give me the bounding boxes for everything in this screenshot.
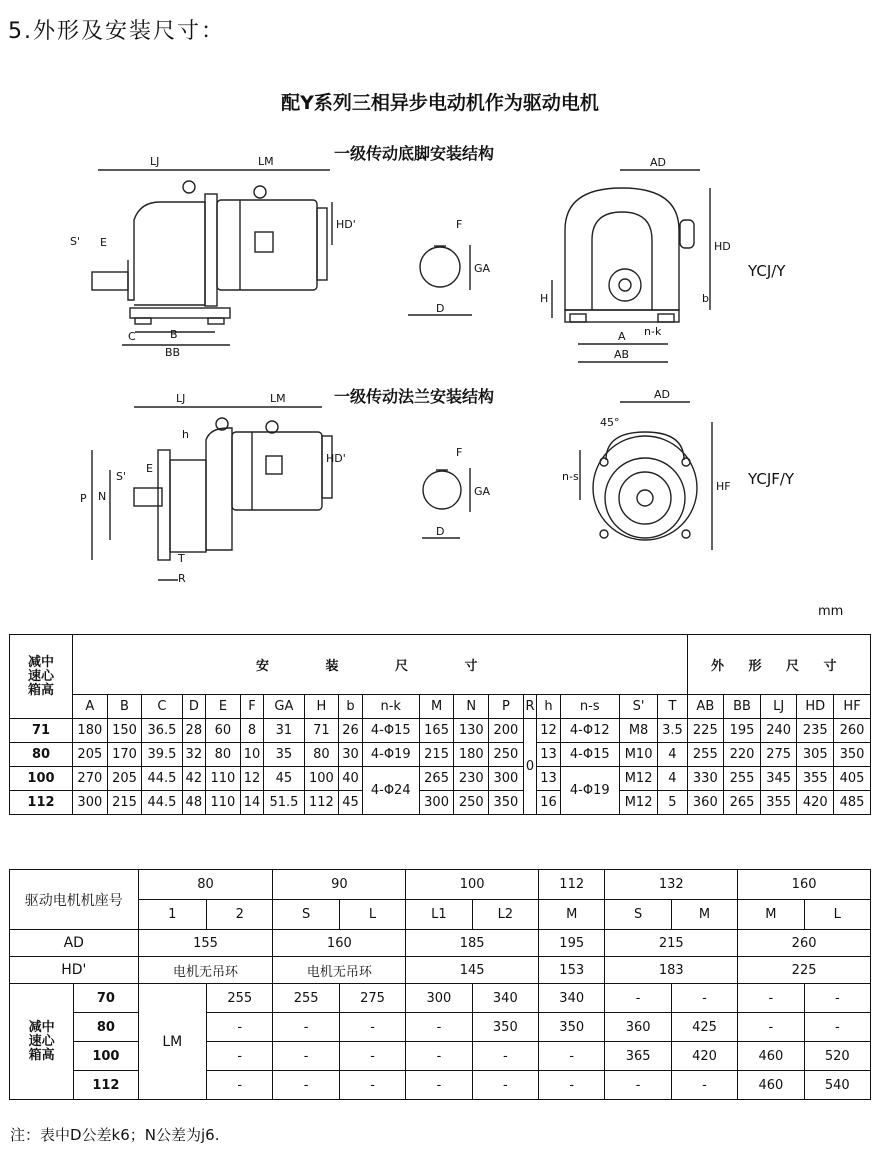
- cell: -: [738, 984, 804, 1013]
- dim-A: A: [618, 330, 626, 343]
- row-size: 112: [74, 1071, 138, 1100]
- cell: 51.5: [264, 791, 304, 815]
- frame-header: 112: [539, 870, 605, 900]
- sub-header: 1: [138, 900, 207, 930]
- cell: 35: [264, 743, 304, 767]
- cell: 520: [804, 1042, 870, 1071]
- col-header: M: [419, 695, 454, 719]
- cell: 36.5: [142, 719, 182, 743]
- cell: 153: [539, 957, 605, 984]
- col-header: HD: [797, 695, 834, 719]
- cell: 42: [182, 767, 206, 791]
- cell: 5: [658, 791, 687, 815]
- cell: -: [406, 1042, 472, 1071]
- cell: -: [539, 1071, 605, 1100]
- col-header: h: [537, 695, 561, 719]
- dim-LJ-flange: LJ: [176, 392, 186, 405]
- cell: 4: [658, 767, 687, 791]
- foot-mount-end-view: [552, 170, 710, 362]
- cell: -: [339, 1071, 405, 1100]
- cell: 205: [73, 743, 108, 767]
- cell: -: [671, 1071, 737, 1100]
- cell: 165: [419, 719, 454, 743]
- row-label-AD: AD: [10, 930, 139, 957]
- dim-B: B: [170, 328, 178, 341]
- cell: 265: [724, 791, 761, 815]
- row-size: 70: [74, 984, 138, 1013]
- dim-E-flange: E: [146, 462, 153, 475]
- col-header: B: [107, 695, 142, 719]
- cell: 230: [454, 767, 489, 791]
- cell: 215: [605, 930, 738, 957]
- cell: 60: [206, 719, 241, 743]
- dim-C: C: [128, 330, 136, 343]
- cell: 225: [687, 719, 724, 743]
- cell: 360: [605, 1013, 671, 1042]
- table-row: [10, 957, 871, 984]
- dim-R: R: [178, 572, 186, 585]
- cell: -: [339, 1013, 405, 1042]
- cell: 365: [605, 1042, 671, 1071]
- cell: 270: [73, 767, 108, 791]
- cell: 420: [797, 791, 834, 815]
- cell: 13: [537, 767, 561, 791]
- col-header: C: [142, 695, 182, 719]
- cell: -: [207, 1013, 273, 1042]
- col-header: S': [619, 695, 658, 719]
- row-size: 80: [10, 743, 73, 767]
- col-header: LJ: [760, 695, 797, 719]
- cell: 255: [273, 984, 339, 1013]
- dim-D: D: [436, 302, 445, 315]
- cell: 460: [738, 1042, 804, 1071]
- cell: M12: [619, 767, 658, 791]
- table1-column-header-row: [10, 695, 871, 719]
- cell: 355: [760, 791, 797, 815]
- cell: 44.5: [142, 791, 182, 815]
- table1-install-group-header: 安 装 尺 寸: [73, 635, 688, 695]
- cell: 195: [539, 930, 605, 957]
- col-header: b: [339, 695, 363, 719]
- cell: 300: [73, 791, 108, 815]
- cell: 100: [304, 767, 339, 791]
- cell: 110: [206, 791, 241, 815]
- col-header: GA: [264, 695, 304, 719]
- foot-mount-title: 一级传动底脚安装结构: [334, 144, 495, 163]
- dim-LJ: LJ: [150, 155, 160, 168]
- cell: 260: [834, 719, 871, 743]
- dim-N: N: [98, 490, 107, 503]
- dim-AD-flange: AD: [654, 388, 670, 401]
- cell: 350: [489, 791, 524, 815]
- dim-n-s: n-s: [562, 470, 579, 483]
- col-header: AB: [687, 695, 724, 719]
- cell: -: [671, 984, 737, 1013]
- cell: -: [738, 1013, 804, 1042]
- dim-HD: HD: [714, 240, 731, 253]
- cell: 305: [797, 743, 834, 767]
- frame-header: 160: [738, 870, 871, 900]
- cell-nk-merged: 4-Φ24: [362, 767, 419, 815]
- cell: 170: [107, 743, 142, 767]
- cell: 460: [738, 1071, 804, 1100]
- dim-HD-prime-flange: HD': [326, 452, 346, 465]
- col-header: T: [658, 695, 687, 719]
- cell: 150: [107, 719, 142, 743]
- cell: -: [406, 1071, 472, 1100]
- cell: -: [273, 1042, 339, 1071]
- cell: -: [539, 1042, 605, 1071]
- cell: 215: [419, 743, 454, 767]
- table-row: [10, 743, 871, 767]
- cell: 14: [240, 791, 264, 815]
- cell: 255: [687, 743, 724, 767]
- cell: 155: [138, 930, 273, 957]
- table-row: [10, 984, 871, 1013]
- cell: 13: [537, 743, 561, 767]
- cell: 4-Φ12: [560, 719, 619, 743]
- cell: -: [472, 1042, 538, 1071]
- dim-H: H: [540, 292, 549, 305]
- cell: 12: [537, 719, 561, 743]
- table1-corner-header: 减中 速心 箱高: [10, 635, 73, 719]
- sub-header: L1: [406, 900, 472, 930]
- cell: 44.5: [142, 767, 182, 791]
- col-header: D: [182, 695, 206, 719]
- flange-mount-side-view: [92, 407, 332, 580]
- dim-b: b: [702, 292, 709, 305]
- cell: 345: [760, 767, 797, 791]
- cell: 205: [107, 767, 142, 791]
- dim-LM: LM: [258, 155, 274, 168]
- col-header: N: [454, 695, 489, 719]
- row-size: 80: [74, 1013, 138, 1042]
- cell: 12: [240, 767, 264, 791]
- frame-header: 100: [406, 870, 539, 900]
- dim-P: P: [80, 492, 87, 505]
- cell: 80: [206, 743, 241, 767]
- cell: -: [273, 1013, 339, 1042]
- col-header: HF: [834, 695, 871, 719]
- cell: 4: [658, 743, 687, 767]
- cell: 240: [760, 719, 797, 743]
- cell: 540: [804, 1071, 870, 1100]
- dim-AB: AB: [614, 348, 630, 361]
- cell: 420: [671, 1042, 737, 1071]
- cell: 235: [797, 719, 834, 743]
- frame-header: 132: [605, 870, 738, 900]
- row-size: 100: [10, 767, 73, 791]
- cell: -: [406, 1013, 472, 1042]
- cell: 145: [406, 957, 539, 984]
- col-header: n-k: [362, 695, 419, 719]
- cell: 360: [687, 791, 724, 815]
- flange-mount-model: YCJF/Y: [748, 470, 795, 488]
- row-label-LM: LM: [138, 984, 207, 1100]
- cell: 425: [671, 1013, 737, 1042]
- cell-R-merged: 0: [523, 719, 536, 815]
- cell: 4-Φ15: [362, 719, 419, 743]
- sub-header: M: [539, 900, 605, 930]
- cell: 80: [304, 743, 339, 767]
- cell: 39.5: [142, 743, 182, 767]
- frame-header: 80: [138, 870, 273, 900]
- cell: 31: [264, 719, 304, 743]
- motor-frame-table: [9, 869, 871, 1100]
- cell: 16: [537, 791, 561, 815]
- cell: M8: [619, 719, 658, 743]
- cell: -: [207, 1042, 273, 1071]
- sub-header: M: [738, 900, 804, 930]
- frame-header: 90: [273, 870, 406, 900]
- cell: -: [207, 1071, 273, 1100]
- sub-header: L: [339, 900, 405, 930]
- foot-mount-model: YCJ/Y: [748, 262, 786, 280]
- cell: -: [273, 1071, 339, 1100]
- table1-outline-group-header: 外 形 尺 寸: [687, 635, 871, 695]
- cell-ns-merged: 4-Φ19: [560, 767, 619, 815]
- table-row: [10, 719, 871, 743]
- flange-mount-title: 一级传动法兰安装结构: [334, 387, 495, 406]
- row-size: 112: [10, 791, 73, 815]
- footnote: 注：表中D公差k6；N公差为j6.: [10, 1126, 220, 1144]
- col-header: H: [304, 695, 339, 719]
- col-header: n-s: [560, 695, 619, 719]
- cell: 32: [182, 743, 206, 767]
- cell: 48: [182, 791, 206, 815]
- table-row: [10, 767, 871, 791]
- cell: 10: [240, 743, 264, 767]
- cell: 45: [264, 767, 304, 791]
- cell: 265: [419, 767, 454, 791]
- cell: 340: [539, 984, 605, 1013]
- cell: 3.5: [658, 719, 687, 743]
- cell: 110: [206, 767, 241, 791]
- cell: 485: [834, 791, 871, 815]
- cell: 4-Φ19: [362, 743, 419, 767]
- sub-header: L2: [472, 900, 538, 930]
- cell: 260: [738, 930, 871, 957]
- dim-HD-prime: HD': [336, 218, 356, 231]
- section-title: 5.外形及安装尺寸：: [8, 19, 225, 44]
- dim-F: F: [456, 218, 463, 231]
- dim-GA-flange: GA: [474, 485, 491, 498]
- cell: 350: [472, 1013, 538, 1042]
- cell: 300: [406, 984, 472, 1013]
- cell: 112: [304, 791, 339, 815]
- dim-E: E: [100, 236, 107, 249]
- dim-n-k: n-k: [644, 325, 662, 338]
- cell: 40: [339, 767, 363, 791]
- table2-corner-header: 减中 速心 箱高: [10, 984, 74, 1100]
- cell: 340: [472, 984, 538, 1013]
- cell: 45: [339, 791, 363, 815]
- table-row: [10, 930, 871, 957]
- dim-S-prime-flange: S': [116, 470, 127, 483]
- col-header: E: [206, 695, 241, 719]
- row-size: 71: [10, 719, 73, 743]
- unit-label: mm: [818, 604, 844, 619]
- cell: 28: [182, 719, 206, 743]
- cell: 30: [339, 743, 363, 767]
- cell: 220: [724, 743, 761, 767]
- frame-label: 驱动电机机座号: [10, 870, 139, 930]
- cell: 275: [339, 984, 405, 1013]
- cell: 330: [687, 767, 724, 791]
- row-size: 100: [74, 1042, 138, 1071]
- cell: 215: [107, 791, 142, 815]
- col-header: BB: [724, 695, 761, 719]
- dim-T: T: [178, 552, 185, 565]
- sub-header: S: [605, 900, 671, 930]
- cell: 26: [339, 719, 363, 743]
- cell: 350: [834, 743, 871, 767]
- cell: -: [472, 1071, 538, 1100]
- installation-dimensions-table: [9, 634, 871, 815]
- cell: -: [605, 984, 671, 1013]
- cell: 405: [834, 767, 871, 791]
- cell: 180: [454, 743, 489, 767]
- cell: 300: [489, 767, 524, 791]
- col-header: F: [240, 695, 264, 719]
- cell: 8: [240, 719, 264, 743]
- dim-F-flange: F: [456, 446, 463, 459]
- sub-header: S: [273, 900, 339, 930]
- technical-drawings: [0, 150, 880, 590]
- col-header: R: [523, 695, 536, 719]
- table-row: [10, 791, 871, 815]
- cell: 160: [273, 930, 406, 957]
- dim-AD: AD: [650, 156, 666, 169]
- dim-S-prime: S': [70, 235, 81, 248]
- main-title: 配Y系列三相异步电动机作为驱动电机: [281, 92, 599, 114]
- sub-header: L: [804, 900, 870, 930]
- cell: 183: [605, 957, 738, 984]
- dim-GA: GA: [474, 262, 491, 275]
- col-header: A: [73, 695, 108, 719]
- cell: 250: [489, 743, 524, 767]
- cell: 电机无吊环: [138, 957, 273, 984]
- dim-D-flange: D: [436, 525, 445, 538]
- cell: 71: [304, 719, 339, 743]
- dim-BB: BB: [165, 346, 181, 359]
- cell: 225: [738, 957, 871, 984]
- cell: 250: [454, 791, 489, 815]
- cell: 130: [454, 719, 489, 743]
- cell: 350: [539, 1013, 605, 1042]
- sub-header: M: [671, 900, 737, 930]
- col-header: P: [489, 695, 524, 719]
- dim-HF: HF: [716, 480, 731, 493]
- cell: -: [804, 984, 870, 1013]
- cell: -: [605, 1071, 671, 1100]
- cell: 300: [419, 791, 454, 815]
- dim-45-degree: 45°: [600, 416, 620, 429]
- cell: 195: [724, 719, 761, 743]
- cell: 电机无吊环: [273, 957, 406, 984]
- cell: M10: [619, 743, 658, 767]
- sub-header: 2: [207, 900, 273, 930]
- flange-mount-shaft-section: [422, 468, 470, 538]
- cell: 200: [489, 719, 524, 743]
- cell: 4-Φ15: [560, 743, 619, 767]
- cell: M12: [619, 791, 658, 815]
- cell: -: [339, 1042, 405, 1071]
- cell: 275: [760, 743, 797, 767]
- cell: -: [804, 1013, 870, 1042]
- foot-mount-side-view: [92, 170, 332, 345]
- cell: 185: [406, 930, 539, 957]
- cell: 255: [207, 984, 273, 1013]
- dim-LM-flange: LM: [270, 392, 286, 405]
- row-label-HD: HD': [10, 957, 139, 984]
- dim-h: h: [182, 428, 189, 441]
- cell: 180: [73, 719, 108, 743]
- cell: 255: [724, 767, 761, 791]
- cell: 355: [797, 767, 834, 791]
